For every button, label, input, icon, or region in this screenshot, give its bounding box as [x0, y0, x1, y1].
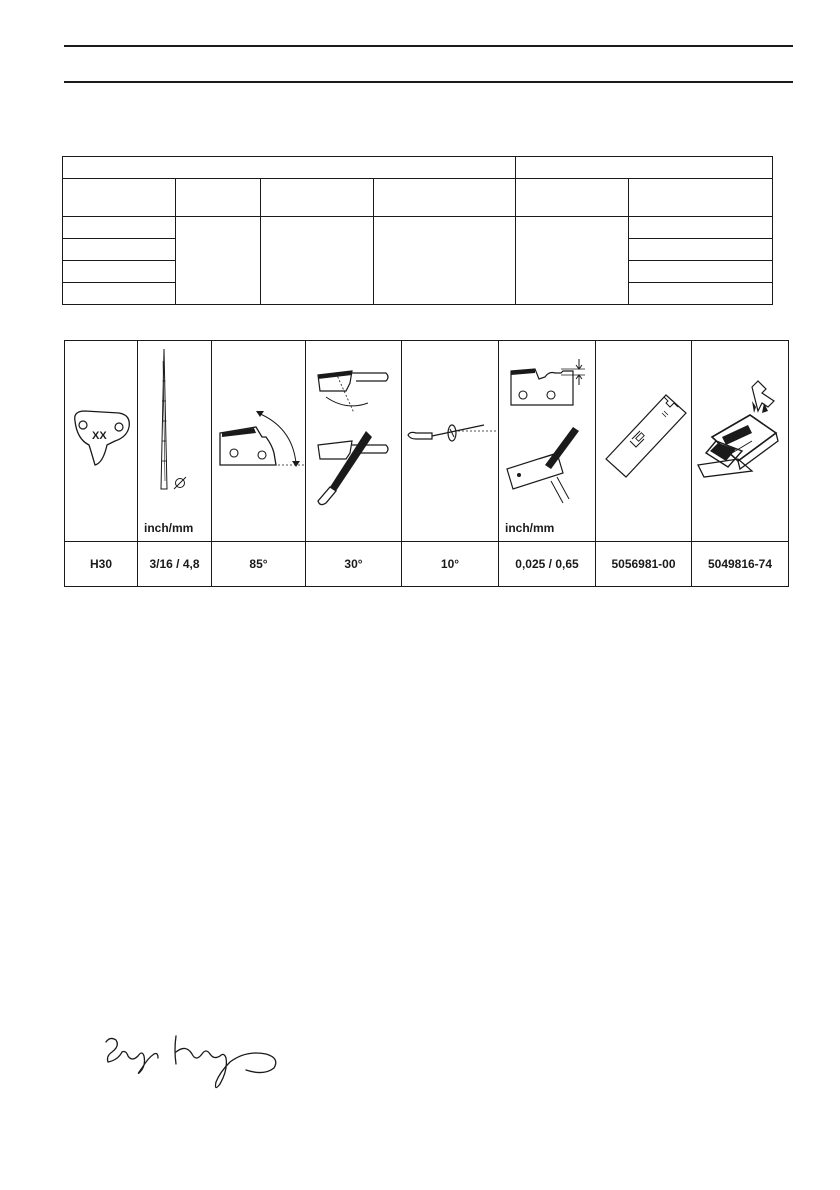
- depth-gauge-unit: inch/mm: [505, 521, 555, 535]
- filing-angle-value: 30°: [306, 542, 402, 587]
- filing-angle-cell: [306, 341, 402, 542]
- spec-data-row: [63, 217, 773, 239]
- spec-merged-cell: [261, 217, 374, 305]
- spec-column-header-row: [63, 179, 773, 217]
- spec-group-header-row: [63, 157, 773, 179]
- spec-cell: [63, 239, 176, 261]
- file-holder-angle-icon: [402, 341, 499, 541]
- depth-gauge-icon: [499, 341, 596, 541]
- chain-stamp-icon: [65, 341, 137, 541]
- file-guide-icon: [692, 341, 789, 541]
- spec-cell: [63, 217, 176, 239]
- depth-gauge-value: 0,025 / 0,65: [499, 542, 596, 587]
- illustration-row: [65, 341, 789, 542]
- signature-icon: [96, 1030, 296, 1100]
- spec-cell: [629, 217, 773, 239]
- file-diameter-unit: inch/mm: [144, 521, 194, 535]
- top-plate-angle-cell: [212, 341, 306, 542]
- bottom-rule: [64, 81, 793, 83]
- svg-text:XX: XX: [92, 430, 107, 442]
- top-rule: [64, 45, 793, 47]
- spec-merged-cell: [374, 217, 516, 305]
- spec-merged-cell: [176, 217, 261, 305]
- spec-header-cell: [63, 179, 176, 217]
- spec-header-cell: [374, 179, 516, 217]
- spec-cell: [63, 283, 176, 305]
- holder-angle-value: 10°: [402, 542, 499, 587]
- round-file-cell: [138, 341, 212, 542]
- spec-header-cell: [629, 179, 773, 217]
- top-plate-angle-value: 85°: [212, 542, 306, 587]
- filing-angle-icon: [306, 341, 402, 541]
- depth-gauge-cell: [499, 341, 596, 542]
- spec-header-cell: [176, 179, 261, 217]
- spec-cell: [629, 283, 773, 305]
- spec-header-cell: [261, 179, 374, 217]
- depth-gauge-tool-icon: [596, 341, 692, 541]
- spec-header-cell: [516, 179, 629, 217]
- sharpening-table: [64, 340, 789, 587]
- spec-group-header-right: [516, 157, 773, 179]
- file-guide-value: 5049816-74: [692, 542, 789, 587]
- spec-cell: [63, 261, 176, 283]
- file-diameter-value: 3/16 / 4,8: [138, 542, 212, 587]
- chain-stamp-cell: [65, 341, 138, 542]
- spec-cell: [629, 261, 773, 283]
- file-guide-cell: [692, 341, 789, 542]
- spec-merged-cell: [516, 217, 629, 305]
- spec-cell: [629, 239, 773, 261]
- top-plate-angle-icon: [212, 341, 306, 541]
- depth-gauge-tool-cell: [596, 341, 692, 542]
- spec-group-header-left: [63, 157, 516, 179]
- value-row: [65, 542, 789, 587]
- round-file-icon: [138, 341, 212, 541]
- chain-value: H30: [65, 542, 138, 587]
- file-holder-angle-cell: [402, 341, 499, 542]
- gauge-tool-value: 5056981-00: [596, 542, 692, 587]
- spec-table: [62, 156, 773, 305]
